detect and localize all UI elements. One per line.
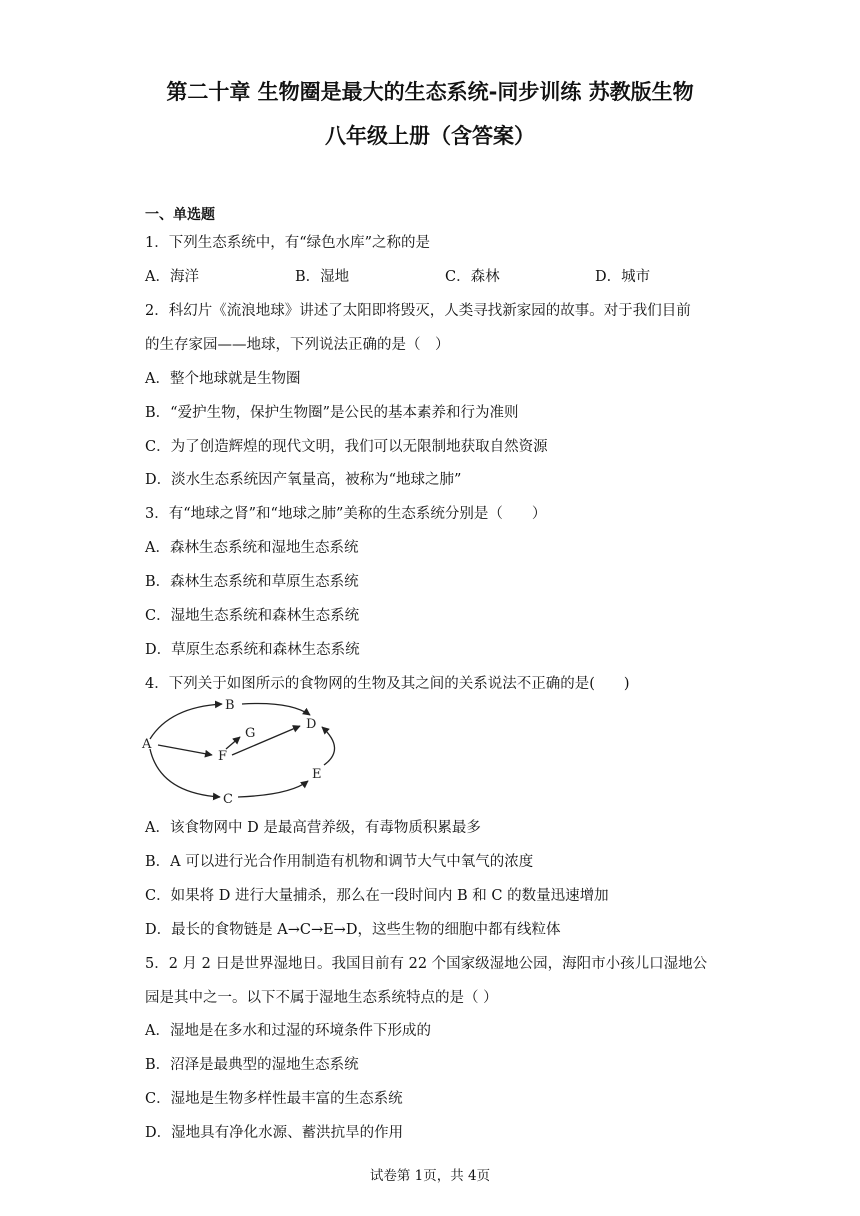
q1-stem: 1．下列生态系统中，有“绿色水库”之称的是 [145,235,431,251]
arrow-f-to-d [232,726,300,755]
q4-option-d: D．最长的食物链是 A→C→E→D，这些生物的细胞中都有线粒体 [145,922,561,938]
q4-stem: 4．下列关于如图所示的食物网的生物及其之间的关系说法不正确的是( ) [145,676,630,692]
arrow-b-to-d [242,703,310,715]
q2-stem-line2: 的生存家园——地球，下列说法正确的是（ ） [145,337,450,353]
q1-option-b: B．湿地 [295,269,350,285]
q1-option-c: C．森林 [445,269,500,285]
q1-option-d: D．城市 [595,269,651,285]
node-g: G [245,726,256,741]
q5-option-a: A．湿地是在多水和过湿的环境条件下形成的 [145,1023,431,1039]
q3-option-d: D．草原生态系统和森林生态系统 [145,642,360,658]
arrow-a-to-b [150,704,222,739]
page-footer: 试卷第 1页，共 4页 [369,1168,491,1184]
q5-option-c: C．湿地是生物多样性最丰富的生态系统 [145,1091,403,1107]
node-d: D [306,717,317,732]
q4-option-c: C．如果将 D 进行大量捕杀，那么在一段时间内 B 和 C 的数量迅速增加 [145,888,609,904]
q5-stem-line1: 5．2 月 2 日是世界湿地日。我国目前有 22 个国家级湿地公园，海阳市小孩儿口湿地公 [145,956,708,972]
q2-stem-line1: 2．科幻片《流浪地球》讲述了太阳即将毁灭，人类寻找新家园的故事。对于我们目前 [145,303,691,319]
q3-option-c: C．湿地生态系统和森林生态系统 [145,608,360,624]
q3-stem: 3．有“地球之肾”和“地球之肺”美称的生态系统分别是（ ） [145,506,547,522]
section-heading: 一、单选题 [145,207,215,223]
node-f: F [218,749,228,764]
arrow-c-to-e [238,781,308,797]
arrow-f-to-g [226,737,240,749]
page-title-line1: 第二十章 生物圈是最大的生态系统-同步训练 苏教版生物 [166,80,694,104]
arrow-e-to-d [322,727,335,765]
q3-option-a: A．森林生态系统和湿地生态系统 [145,540,359,556]
node-c: C [223,792,233,807]
q4-option-b: B．A 可以进行光合作用制造有机物和调节大气中氧气的浓度 [145,854,534,870]
q1-option-a: A．海洋 [145,269,199,285]
arrow-a-to-c [150,749,220,797]
node-a: A [142,737,152,752]
node-e: E [312,767,322,782]
q5-stem-line2: 园是其中之一。以下不属于湿地生态系统特点的是（ ） [145,990,498,1006]
food-web-diagram [140,693,350,811]
q2-option-a: A．整个地球就是生物圈 [145,371,301,387]
node-b: B [225,698,235,713]
q2-option-b: B．“爱护生物，保护生物圈”是公民的基本素养和行为准则 [145,405,519,421]
q5-option-b: B．沼泽是最典型的湿地生态系统 [145,1057,359,1073]
q5-option-d: D．湿地具有净化水源、蓄洪抗旱的作用 [145,1125,404,1141]
q2-option-d: D．淡水生态系统因产氧量高，被称为“地球之肺” [145,472,462,488]
q4-option-a: A．该食物网中 D 是最高营养级，有毒物质积累最多 [145,820,481,836]
arrow-a-to-f [158,745,212,755]
q3-option-b: B．森林生态系统和草原生态系统 [145,574,359,590]
q2-option-c: C．为了创造辉煌的现代文明，我们可以无限制地获取自然资源 [145,439,548,455]
page-title-line2: 八年级上册（含答案） [325,124,535,148]
